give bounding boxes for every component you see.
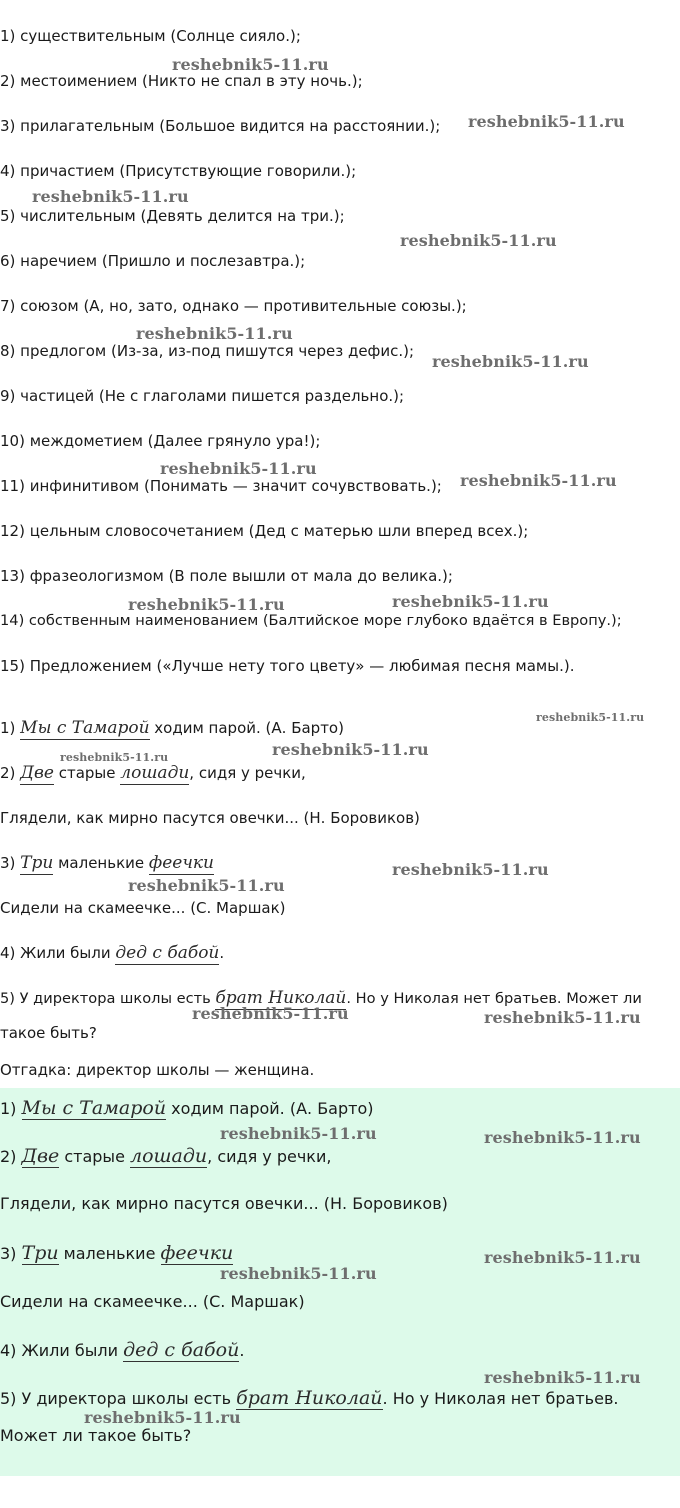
watermark: reshebnik5-11.ru [60,751,169,764]
list-item: 3) прилагательным (Большое видится на расстоянии.); [0,117,441,135]
list-item: 1) существительным (Солнце сияло.); [0,27,301,45]
list-item: 5) числительным (Девять делится на три.); [0,207,345,225]
list-item: 9) частицей (Не с глаголами пишется раздельно.); [0,387,405,405]
handwritten-word: феечки [160,1242,234,1264]
watermark: reshebnik5-11.ru [272,740,429,759]
watermark: reshebnik5-11.ru [84,1408,241,1427]
example-line-5: Сидели на скамеечке... (С. Маршак) [0,1292,305,1311]
list-item: 6) наречием (Пришло и послезавтра.); [0,252,306,270]
example-line-8: Может ли такое быть? [0,1426,192,1445]
watermark: reshebnik5-11.ru [432,352,589,371]
example-line-3: Глядели, как мирно пасутся овечки... (Н. Боровиков) [0,1194,448,1213]
handwritten-phrase: Мы с Тамарой [20,718,150,738]
watermark: reshebnik5-11.ru [484,1008,641,1027]
example-line-2: 2) Две старые лошади, сидя у речки, [0,1145,332,1167]
example-line-2: 2) Две старые лошади, сидя у речки, [0,763,306,783]
handwritten-phrase: Мы с Тамарой [21,1097,167,1119]
handwritten-word: Две [20,763,54,783]
list-item: 13) фразеологизмом (В поле вышли от мала до велика.); [0,567,453,585]
watermark: reshebnik5-11.ru [392,592,549,611]
watermark: reshebnik5-11.ru [468,112,625,131]
example-line-1: 1) Мы с Тамарой ходим парой. (А. Барто) [0,1097,374,1119]
watermark: reshebnik5-11.ru [484,1128,641,1147]
watermark: reshebnik5-11.ru [192,1004,349,1023]
example-line-6: 4) Жили были дед с бабой. [0,1339,245,1361]
handwritten-word: Три [21,1242,59,1264]
list-item: 4) причастием (Присутствующие говорили.); [0,162,357,180]
watermark: reshebnik5-11.ru [220,1264,377,1283]
handwritten-phrase: дед с бабой [123,1339,240,1361]
handwritten-word: феечки [148,853,214,873]
riddle-answer: Отгадка: директор школы — женщина. [0,1061,315,1079]
watermark: reshebnik5-11.ru [400,231,557,250]
watermark: reshebnik5-11.ru [128,876,285,895]
watermark: reshebnik5-11.ru [484,1248,641,1267]
example-line-5: Сидели на скамеечке... (С. Маршак) [0,899,286,917]
handwritten-word: Две [21,1145,60,1167]
example-line-4: 3) Три маленькие феечки [0,853,214,873]
example-line-7: 5) У директора школы есть брат Николай. Но у Николая нет братьев. [0,1387,619,1409]
example-line-8: такое быть? [0,1024,97,1042]
watermark: reshebnik5-11.ru [32,187,189,206]
list-item: 2) местоимением (Никто не спал в эту ночь.); [0,72,363,90]
answer-box [0,1088,680,1476]
handwritten-phrase: дед с бабой [115,943,220,963]
example-line-3: Глядели, как мирно пасутся овечки... (Н. Боровиков) [0,809,420,827]
watermark: reshebnik5-11.ru [172,55,329,74]
list-item: 15) Предложением («Лучше нету того цвету» — любимая песня мамы.). [0,657,575,675]
list-item: 7) союзом (А, но, зато, однако — противительные союзы.); [0,297,467,315]
example-line-6: 4) Жили были дед с бабой. [0,943,225,963]
watermark: reshebnik5-11.ru [160,459,317,478]
handwritten-word: лошади [130,1145,208,1167]
handwritten-phrase: брат Николай [236,1387,383,1409]
handwritten-word: лошади [120,763,190,783]
list-item: 10) междометием (Далее грянуло ура!); [0,432,321,450]
watermark: reshebnik5-11.ru [484,1368,641,1387]
list-item: 14) собственным наименованием (Балтийское море глубоко вдаётся в Европу.); [0,612,622,629]
example-line-4: 3) Три маленькие феечки [0,1242,234,1264]
list-item: 11) инфинитивом (Понимать — значит сочувствовать.); [0,477,442,495]
handwritten-phrase: брат Николай [215,988,347,1008]
handwritten-word: Три [20,853,54,873]
list-item: 8) предлогом (Из-за, из-под пишутся через дефис.); [0,342,415,360]
watermark: reshebnik5-11.ru [136,324,293,343]
watermark: reshebnik5-11.ru [128,595,285,614]
watermark: reshebnik5-11.ru [460,471,617,490]
watermark: reshebnik5-11.ru [392,860,549,879]
example-line-1: 1) Мы с Тамарой ходим парой. (А. Барто) [0,718,344,738]
list-item: 12) цельным словосочетанием (Дед с матерью шли вперед всех.); [0,522,529,540]
watermark: reshebnik5-11.ru [220,1124,377,1143]
example-line-7: 5) У директора школы есть брат Николай. Но у Николая нет братьев. Может ли [0,988,642,1008]
watermark: reshebnik5-11.ru [536,711,645,724]
